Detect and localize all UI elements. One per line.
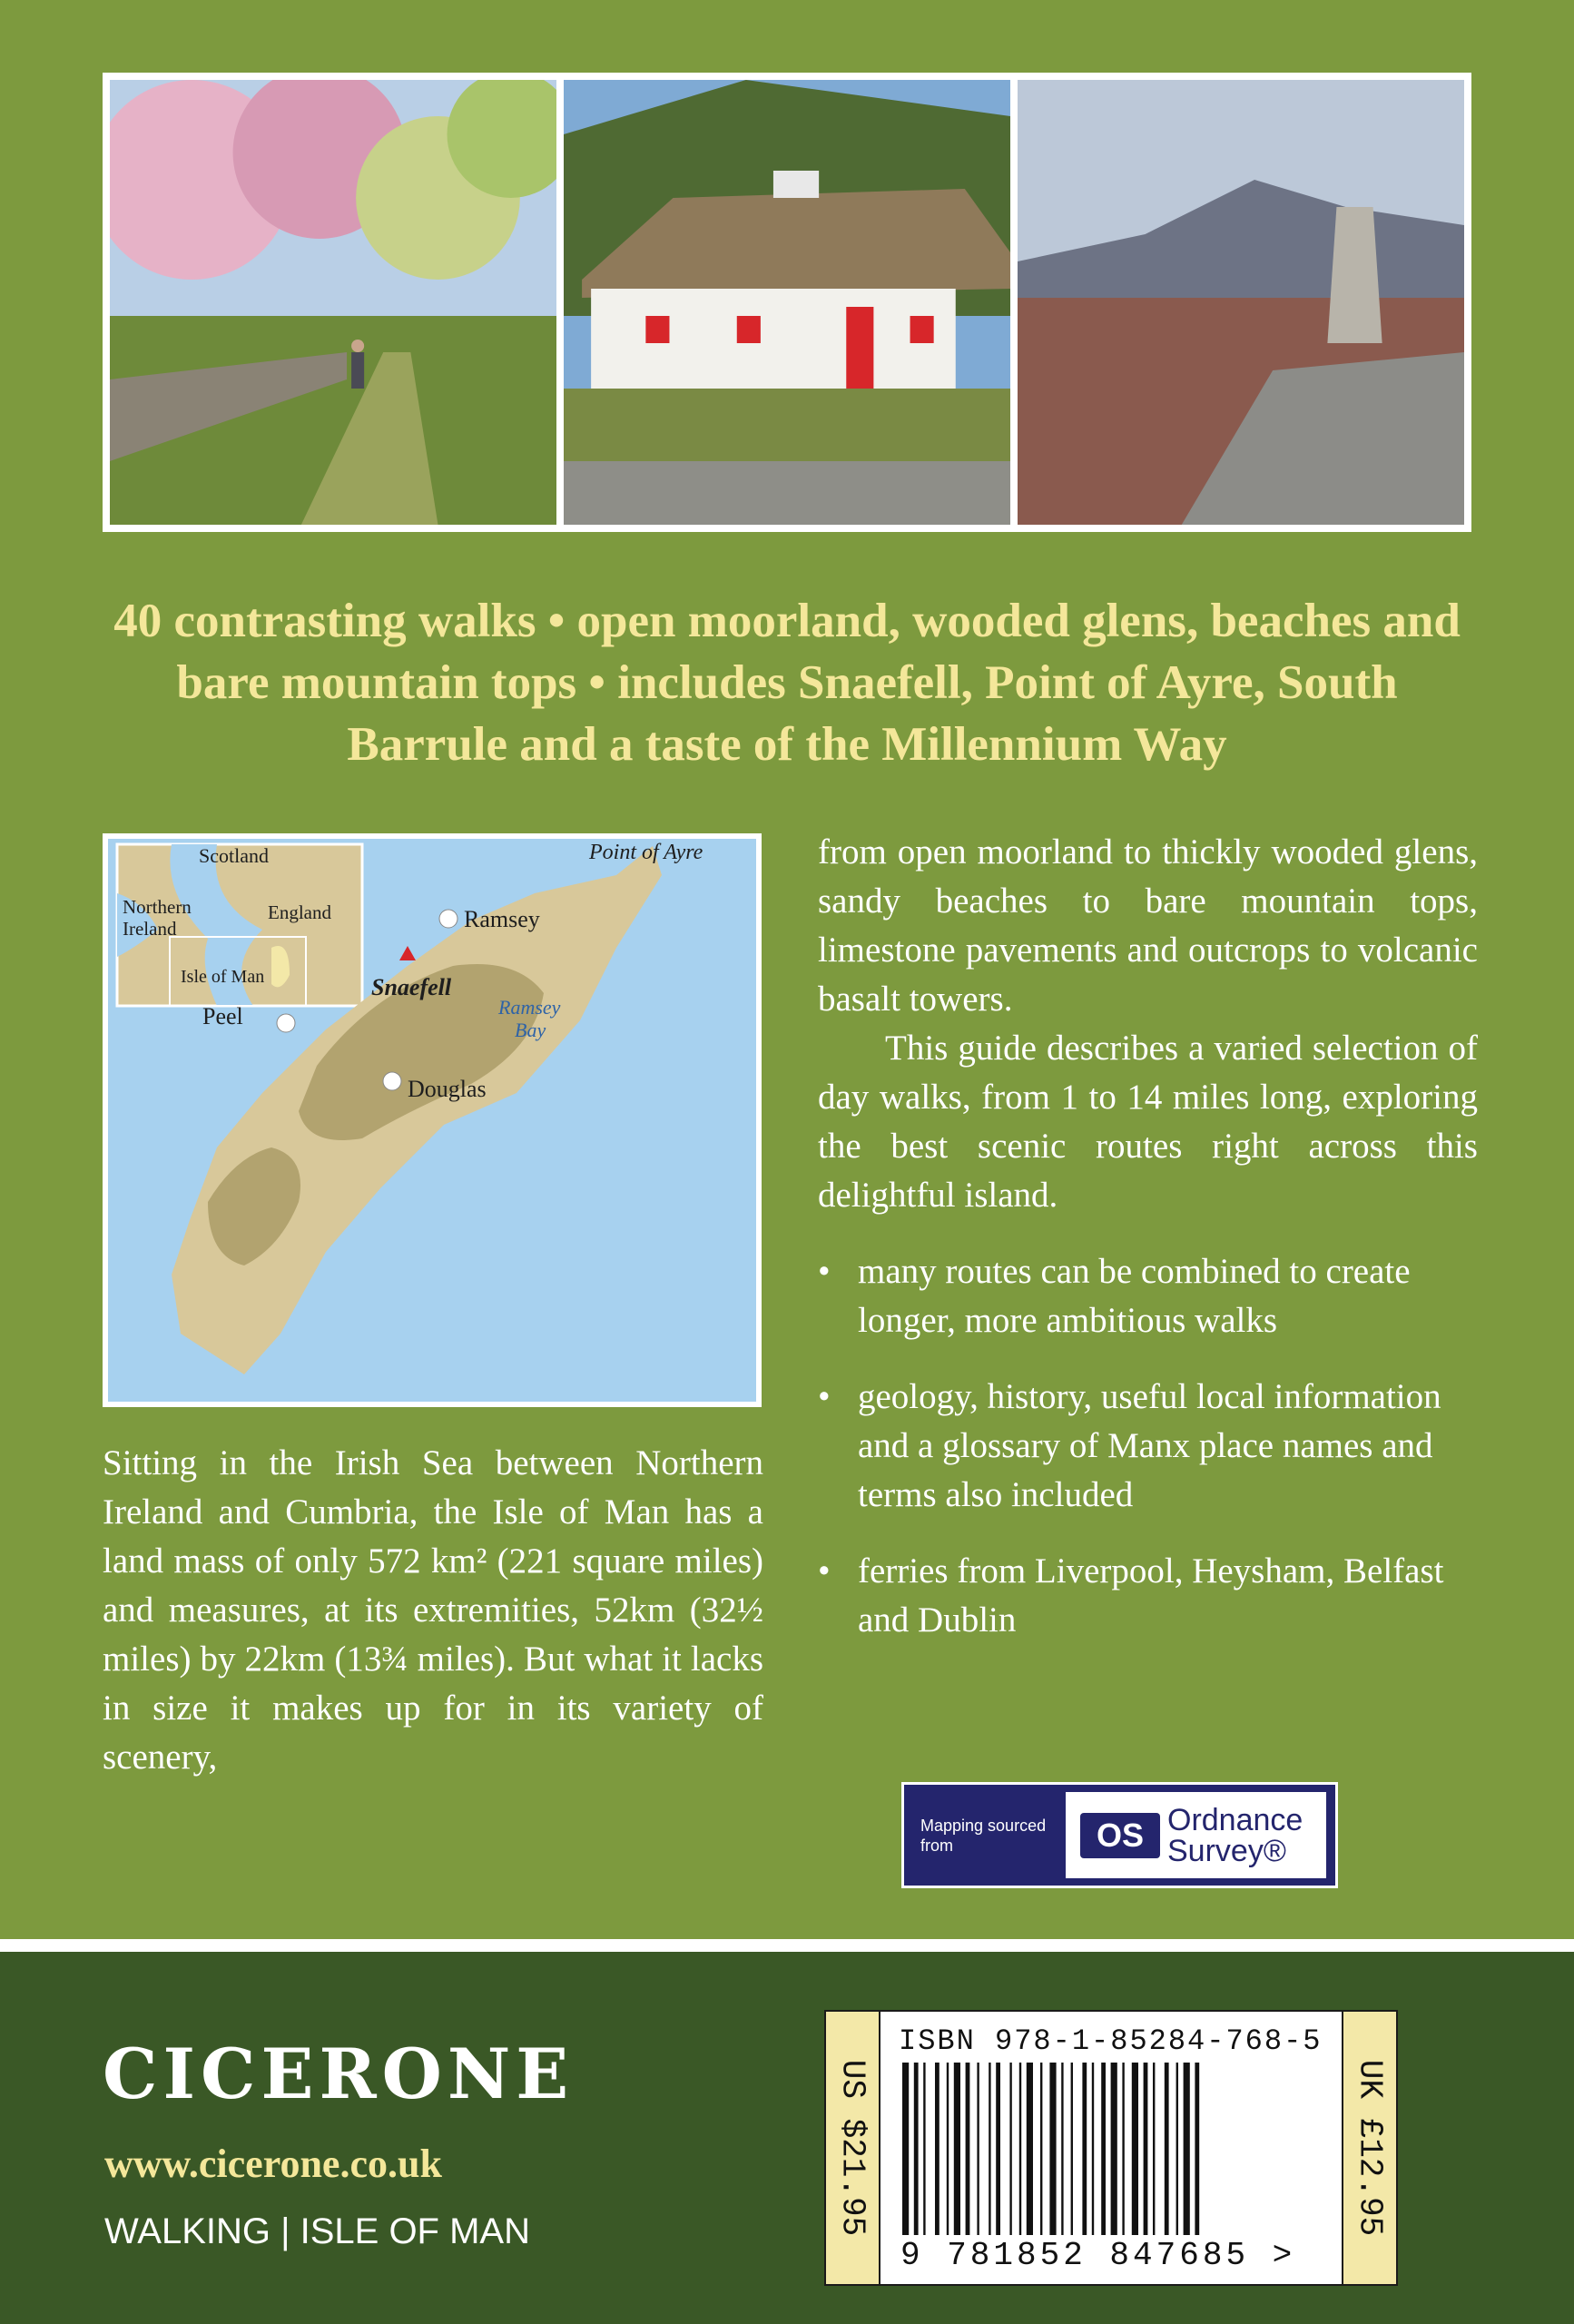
barcode-bar <box>923 2063 925 2235</box>
os-name-line1: Ordnance <box>1167 1802 1303 1837</box>
barcode-bar <box>914 2063 919 2235</box>
inset-scotland-label: Scotland <box>199 844 269 867</box>
peel-marker-icon <box>277 1014 295 1032</box>
barcode-bar <box>989 2063 990 2235</box>
series-label: WALKING | ISLE OF MAN <box>104 2211 530 2251</box>
ramsey-bay-label-1: Ramsey <box>498 996 561 1019</box>
isbn-number: ISBN 978-1-85284-768-5 <box>899 2024 1323 2058</box>
peel-label: Peel <box>202 1003 243 1029</box>
os-name <box>1167 1802 1303 1868</box>
barcode-bar <box>954 2063 960 2235</box>
feature-item: • ferries from Liverpool, Heysham, Belfast and Dublin <box>818 1547 1478 1645</box>
barcode-bar <box>1132 2063 1138 2235</box>
feature-list <box>818 1247 1478 1645</box>
barcode-bar <box>966 2063 970 2235</box>
us-price: US $21.95 <box>833 2059 871 2237</box>
ordnance-survey-badge <box>901 1782 1338 1888</box>
tagline: 40 contrasting walks • open moorland, wooded glens, beaches and bare mountain tops • includes Snaefell, Point of Ayre, South Barrule and a taste of the Millennium Way <box>113 595 1461 771</box>
barcode-bar <box>1195 2063 1199 2235</box>
inset-map <box>117 844 362 1006</box>
barcode-bar <box>996 2063 1000 2235</box>
barcode-bar <box>1101 2063 1106 2235</box>
douglas-marker-icon <box>383 1072 401 1090</box>
blossom-lane-photo <box>110 80 556 525</box>
trig-point-photo <box>1018 80 1464 525</box>
barcode-bar <box>1122 2063 1124 2235</box>
barcode-bar <box>902 2063 909 2235</box>
intro-paragraph: Sitting in the Irish Sea between Northern Ireland and Cumbria, the Isle of Man has a land mass of only 572 km² (221 square miles) and measures, at its extremities, 52km (32½ miles) by 22km (13¾ miles). But what it lacks in size it makes up for in its variety of scenery, <box>103 1443 763 1777</box>
barcode-bar <box>1009 2063 1011 2235</box>
os-logo-panel <box>1066 1792 1326 1878</box>
inset-isle-of-man-label: Isle of Man <box>181 967 265 987</box>
barcode-bar <box>1153 2063 1155 2235</box>
ramsey-bay-label-2: Bay <box>515 1019 546 1041</box>
barcode-block <box>824 2010 1398 2286</box>
isle-of-man-map <box>103 833 762 1407</box>
band-divider <box>0 1939 1574 1952</box>
guide-description: This guide describes a varied selection of day walks, from 1 to 14 miles long, exploring the best scenic routes right across this delightful island. <box>818 1029 1478 1215</box>
os-name-line2: Survey® <box>1167 1833 1286 1868</box>
point-of-ayre-label: Point of Ayre <box>589 841 703 864</box>
feature-item: • geology, history, useful local information and a glossary of Manx place names and terms also included <box>818 1373 1478 1520</box>
barcode-bar <box>935 2063 939 2235</box>
snaefell-label: Snaefell <box>371 974 452 1000</box>
barcode-bar <box>1049 2063 1056 2235</box>
barcode-bar <box>947 2063 949 2235</box>
barcode-icon <box>899 2063 1325 2235</box>
barcode-bar <box>1176 2063 1178 2235</box>
publisher-website: www.cicerone.co.uk <box>104 2142 442 2186</box>
barcode-bar <box>1184 2063 1190 2235</box>
intro-paragraph-continued: from open moorland to thickly wooded glens, sandy beaches to bare mountain tops, limestone pavements and outcrops to volcanic basalt towers. <box>818 832 1478 1019</box>
barcode-bar <box>1144 2063 1148 2235</box>
barcode-bar <box>1027 2063 1033 2235</box>
feature-item: • many routes can be combined to create longer, more ambitious walks <box>818 1247 1478 1345</box>
thatched-cottage-photo <box>564 80 1010 525</box>
uk-price-strip <box>1342 2012 1396 2284</box>
barcode-bar <box>1165 2063 1169 2235</box>
barcode-bar <box>1111 2063 1117 2235</box>
right-column <box>818 828 1478 1672</box>
barcode-bar <box>1071 2063 1073 2235</box>
uk-price: UK £12.95 <box>1351 2059 1389 2237</box>
ramsey-label: Ramsey <box>464 906 540 932</box>
publisher-logo: CICERONE <box>103 2034 575 2114</box>
os-caption: Mapping sourced from <box>920 1816 1047 1855</box>
barcode-bar <box>1092 2063 1094 2235</box>
barcode-bar <box>1040 2063 1042 2235</box>
ramsey-marker-icon <box>439 910 457 928</box>
barcode-bar <box>1019 2063 1021 2235</box>
barcode-bar <box>1082 2063 1087 2235</box>
douglas-label: Douglas <box>408 1076 487 1102</box>
photo-strip <box>103 73 1471 532</box>
os-logo-icon: OS <box>1080 1813 1160 1858</box>
barcode-bar <box>977 2063 979 2235</box>
inset-england-label: England <box>268 901 331 923</box>
inset-northern-ireland-label: Northern Ireland <box>123 896 192 940</box>
barcode-bar <box>1061 2063 1063 2235</box>
barcode-digits: 9 781852 847685 > <box>900 2237 1296 2274</box>
us-price-strip <box>826 2012 880 2284</box>
